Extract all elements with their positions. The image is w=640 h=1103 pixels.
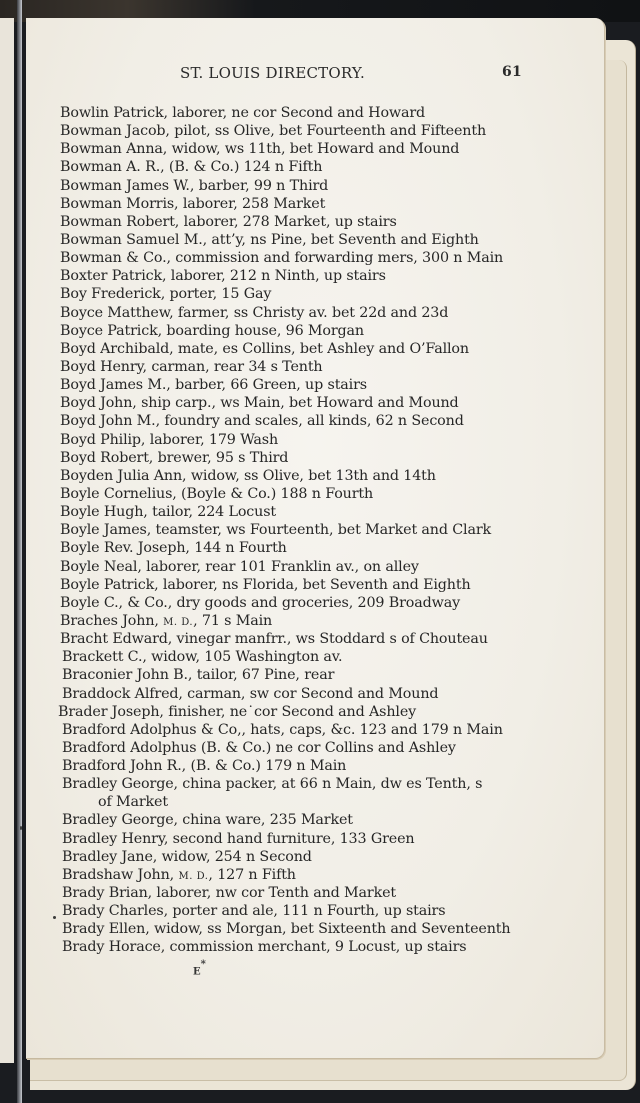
directory-entry: Bowman James W., barber, 99 n Third: [60, 177, 329, 194]
directory-entry: Boxter Patrick, laborer, 212 n Ninth, up stairs: [60, 268, 386, 285]
directory-entry: Bowman Morris, laborer, 258 Market: [60, 195, 326, 212]
ink-speck: [20, 826, 22, 830]
directory-entry: Boyd Philip, laborer, 179 Wash: [60, 431, 279, 448]
directory-entry: Boyle Neal, laborer, rear 101 Franklin av., on alley: [60, 558, 419, 575]
directory-entry: Brackett C., widow, 105 Washington av.: [62, 649, 343, 666]
directory-entry: Boyle Cornelius, (Boyle & Co.) 188 n Fourth: [60, 485, 374, 502]
directory-entry: Brady Charles, porter and ale, 111 n Fourth, up stairs: [62, 903, 446, 920]
directory-entry: Boyle James, teamster, ws Fourteenth, bet Market and Clark: [60, 522, 492, 539]
directory-entry: Bowman & Co., commission and forwarding mers, 300 n Main: [60, 250, 504, 267]
running-header: [0, 64, 640, 84]
directory-entry: Bowman Robert, laborer, 278 Market, up stairs: [60, 213, 397, 230]
ink-speck: [53, 916, 56, 919]
facing-page-edge: [0, 18, 14, 1063]
directory-entry: Braddock Alfred, carman, sw cor Second and Mound: [62, 685, 439, 702]
directory-entry: Bradley Jane, widow, 254 n Second: [62, 848, 312, 865]
directory-entry: Brady Brian, laborer, nw cor Tenth and Market: [62, 885, 396, 902]
directory-entry: Bowlin Patrick, laborer, ne cor Second and Howard: [60, 105, 426, 121]
directory-entry: Bradford Adolphus (B. & Co.) ne cor Collins and Ashley: [62, 739, 456, 756]
degree-abbrev: M. D.: [178, 870, 209, 882]
directory-entry: Braconier John B., tailor, 67 Pine, rear: [62, 667, 335, 684]
directory-entry: Boyd John M., foundry and scales, all kinds, 62 n Second: [60, 413, 464, 430]
directory-entry: Brady Ellen, widow, ss Morgan, bet Sixteenth and Seventeenth: [62, 921, 511, 938]
directory-entry: Boyce Patrick, boarding house, 96 Morgan: [60, 322, 364, 339]
directory-entry: Bradley George, china packer, at 66 n Main, dw es Tenth, s: [62, 776, 483, 793]
signature-letter: E: [193, 966, 201, 978]
directory-entry: Boyd Archibald, mate, es Collins, bet Ashley and O’Fallon: [60, 340, 469, 357]
degree-abbrev: M. D.: [163, 616, 194, 628]
directory-entry: Boyd Robert, brewer, 95 s Third: [60, 449, 289, 466]
directory-entry: Bowman Samuel M., att’y, ns Pine, bet Seventh and Eighth: [60, 231, 479, 248]
directory-entry: Brader Joseph, finisher, ne˙cor Second and Ashley: [58, 703, 417, 720]
directory-entry: Boyle Patrick, laborer, ns Florida, bet Seventh and Eighth: [60, 576, 471, 593]
directory-entry: Boyd John, ship carp., ws Main, bet Howard and Mound: [60, 395, 459, 412]
directory-entries: [60, 104, 530, 957]
directory-entry: Boyle Rev. Joseph, 144 n Fourth: [60, 540, 287, 557]
directory-entry: Bradshaw John, M. D., 127 n Fifth: [62, 866, 296, 883]
directory-entry: Bowman Anna, widow, ws 11th, bet Howard and Mound: [60, 141, 460, 158]
binding-edge: [17, 0, 22, 1103]
directory-entry: Boyden Julia Ann, widow, ss Olive, bet 13th and 14th: [60, 467, 436, 484]
directory-entry: Boyce Matthew, farmer, ss Christy av. bet 22d and 23d: [60, 304, 449, 321]
directory-entry: Boyle Hugh, tailor, 224 Locust: [60, 504, 276, 521]
page-title: ST. LOUIS DIRECTORY.: [180, 64, 366, 82]
directory-entry: Boyd Henry, carman, rear 34 s Tenth: [60, 358, 323, 375]
directory-entry: Bradley Henry, second hand furniture, 133 Green: [62, 830, 415, 847]
signature-mark: [193, 959, 206, 978]
directory-entry: Bracht Edward, vinegar manfrr., ws Stoddard s of Chouteau: [60, 631, 488, 648]
directory-entry: Brady Horace, commission merchant, 9 Locust, up stairs: [62, 939, 467, 956]
directory-entry: Bradford John R., (B. & Co.) 179 n Main: [62, 758, 347, 775]
directory-entry: Boyd James M., barber, 66 Green, up stairs: [60, 377, 367, 394]
page-number: 61: [502, 64, 522, 80]
signature-star: *: [200, 959, 206, 970]
directory-entry: Bradford Adolphus & Co,, hats, caps, &c. 123 and 179 n Main: [62, 721, 503, 738]
directory-entry: Bradley George, china ware, 235 Market: [62, 812, 353, 829]
directory-entry: Bowman A. R., (B. & Co.) 124 n Fifth: [60, 159, 323, 176]
directory-entry: Braches John, M. D., 71 s Main: [60, 612, 273, 629]
directory-entry-continuation: of Market: [98, 794, 168, 811]
directory-entry: Bowman Jacob, pilot, ss Olive, bet Fourteenth and Fifteenth: [60, 123, 486, 140]
directory-entry: Boyle C., & Co., dry goods and groceries, 209 Broadway: [60, 594, 461, 611]
directory-entry: Boy Frederick, porter, 15 Gay: [60, 286, 272, 303]
